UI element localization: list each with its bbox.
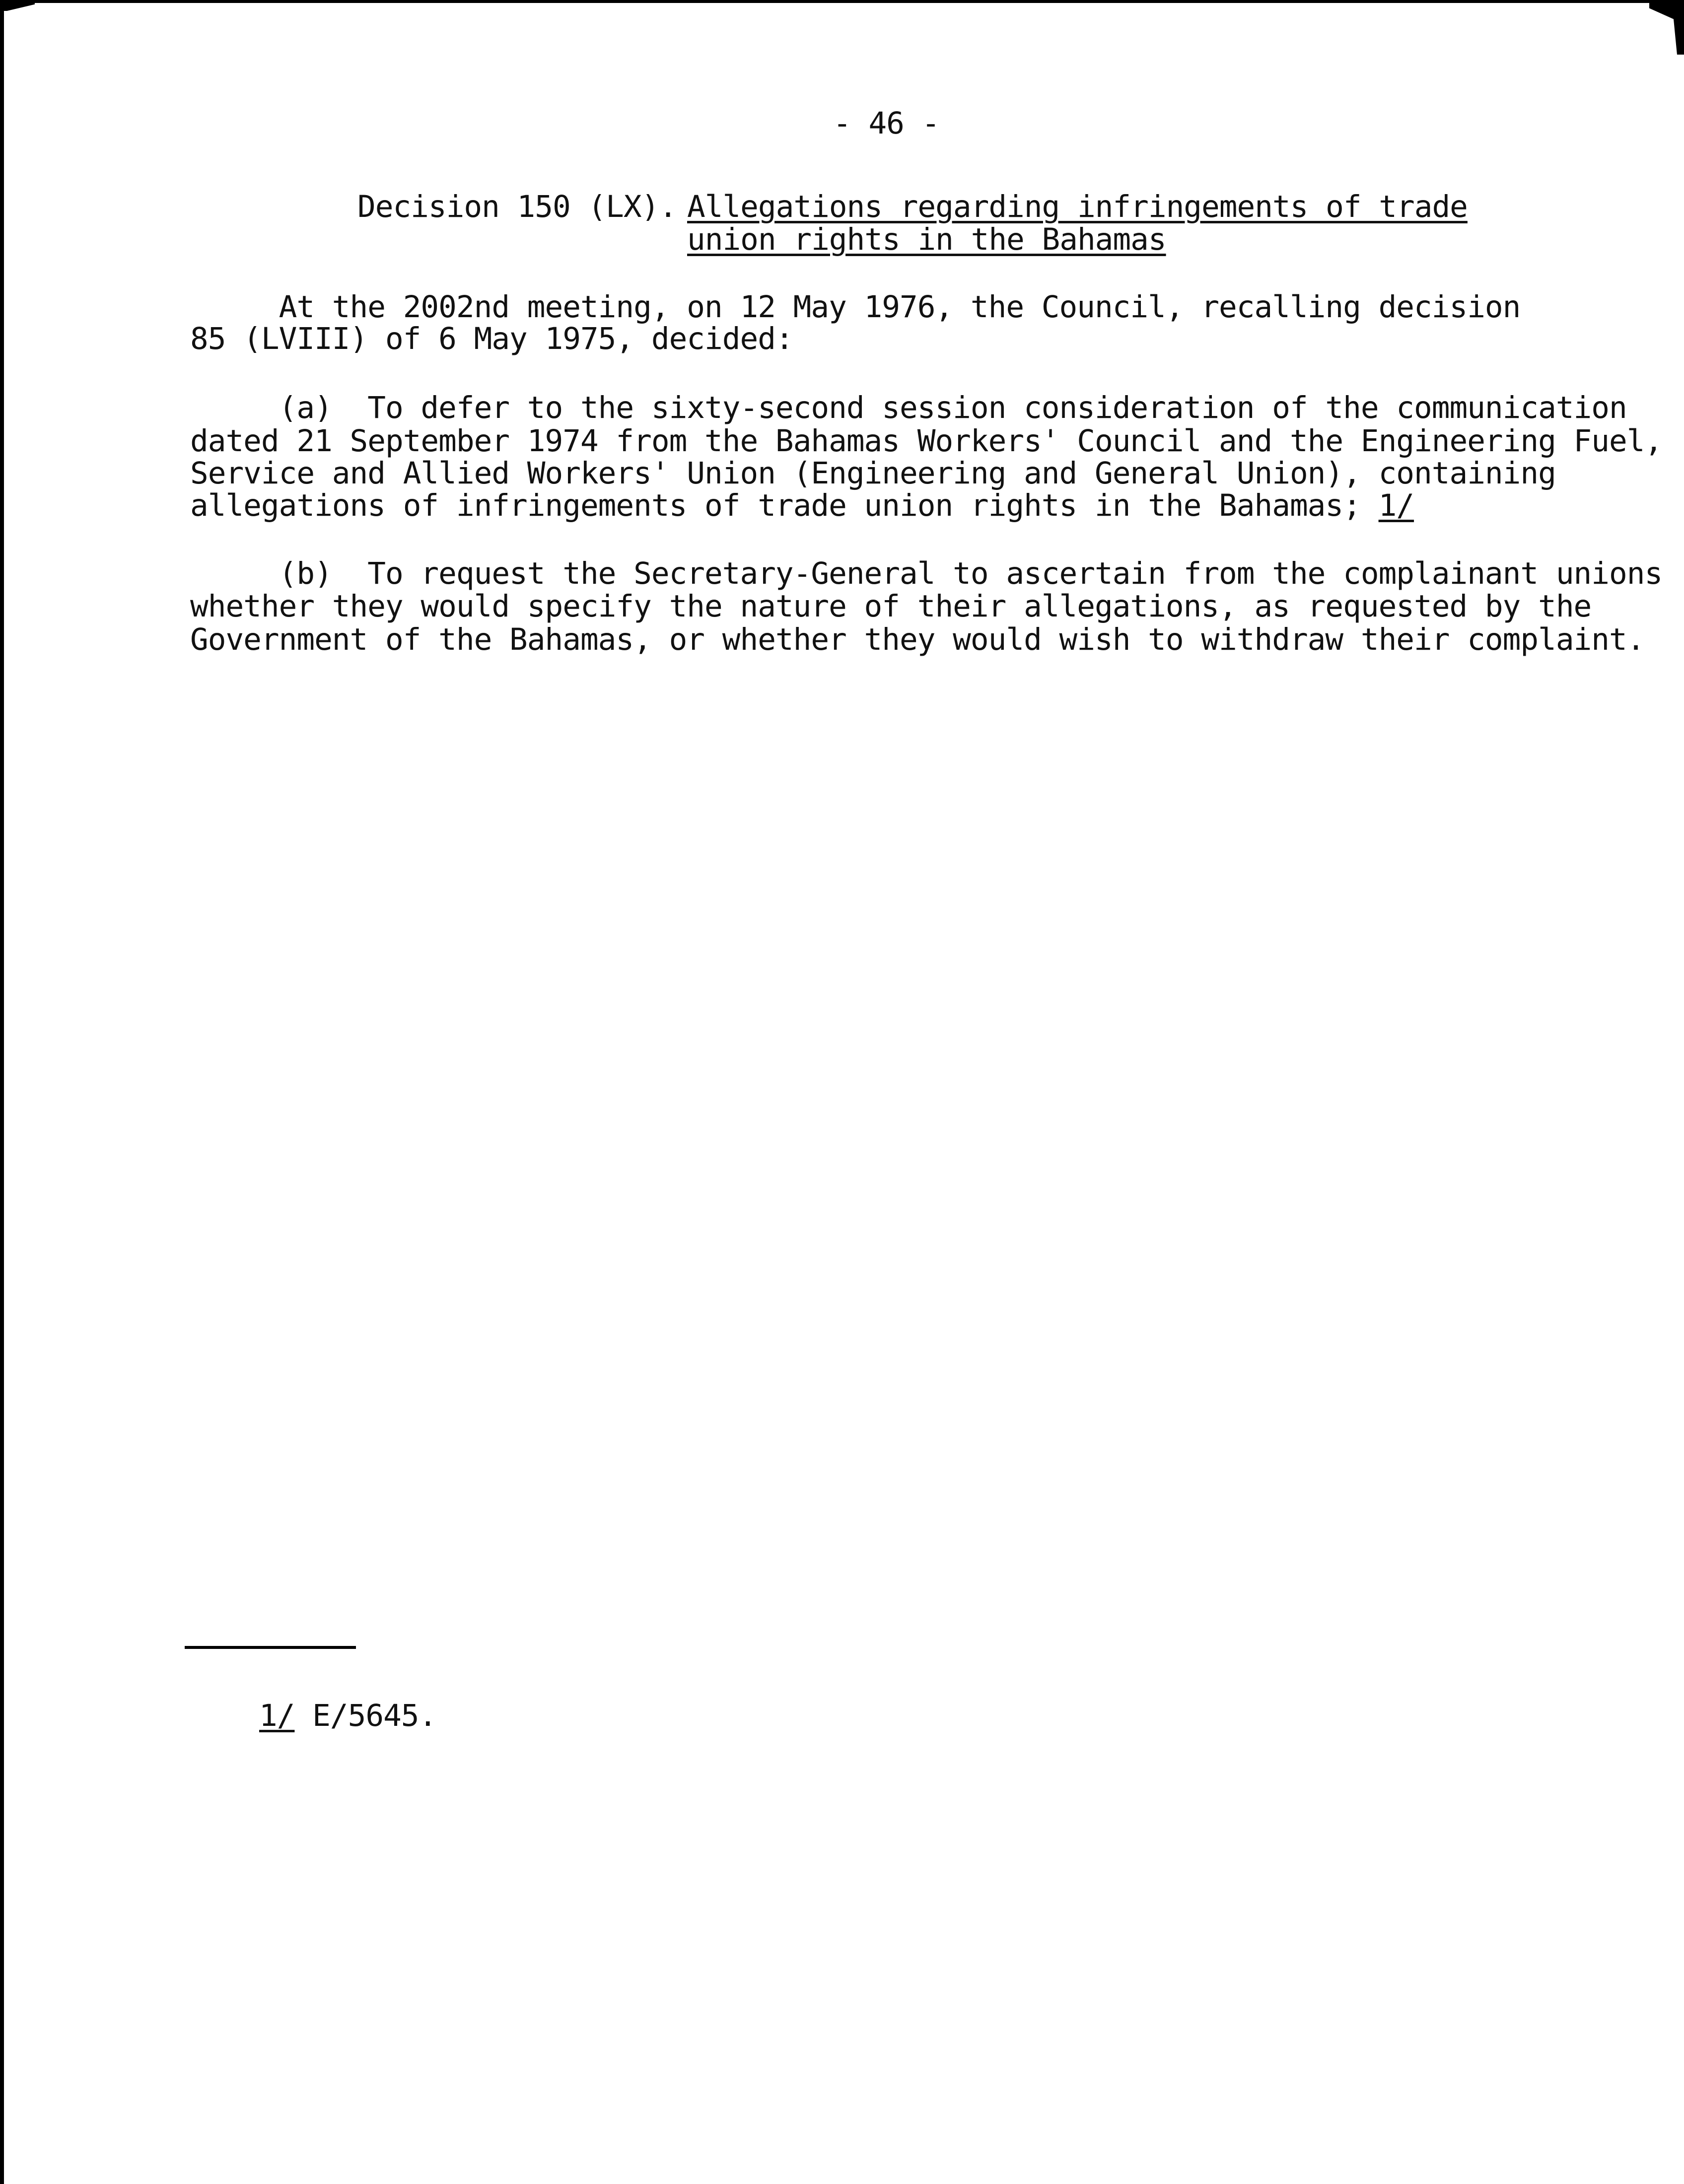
footnote-text: E/5645. <box>294 1698 437 1733</box>
page-corner-top-right <box>1649 0 1684 55</box>
footnote <box>259 1699 436 1733</box>
decision-label: Decision 150 (LX). <box>357 189 677 224</box>
paragraph-a-line-2: dated 21 September 1974 from the Bahamas Workers' Council and the Engineering Fuel, <box>190 423 1663 459</box>
paragraph-a-line-3: Service and Allied Workers' Union (Engineering and General Union), containing <box>190 456 1556 491</box>
paragraph-a-line-4-text: allegations of infringements of trade union rights in the Bahamas; <box>190 488 1379 523</box>
page-number: - 46 - <box>833 106 940 141</box>
decision-title-line-1: Allegations regarding infringements of trade <box>687 189 1468 224</box>
decision-title-line-2: union rights in the Bahamas <box>687 222 1166 257</box>
page-edge-left <box>0 0 8 2184</box>
paragraph-b-line-1: (b) To request the Secretary-General to ascertain from the complainant unions <box>190 556 1663 591</box>
page-corner-top-left <box>0 0 35 11</box>
intro-line-1: At the 2002nd meeting, on 12 May 1976, the Council, recalling decision <box>190 289 1521 325</box>
paragraph-b-line-2: whether they would specify the nature of their allegations, as requested by the <box>190 589 1592 624</box>
paragraph-a-line-4 <box>190 489 1414 523</box>
footnote-reference: 1/ <box>1378 488 1414 523</box>
paragraph-b-line-3: Government of the Bahamas, or whether they would wish to withdraw their complaint. <box>190 622 1645 657</box>
footnote-marker: 1/ <box>259 1698 295 1733</box>
paragraph-a-line-1: (a) To defer to the sixty-second session consideration of the communication <box>190 390 1627 425</box>
page-edge-top <box>0 0 1684 7</box>
footnote-separator <box>185 1646 356 1649</box>
intro-line-2: 85 (LVIII) of 6 May 1975, decided: <box>190 321 793 356</box>
